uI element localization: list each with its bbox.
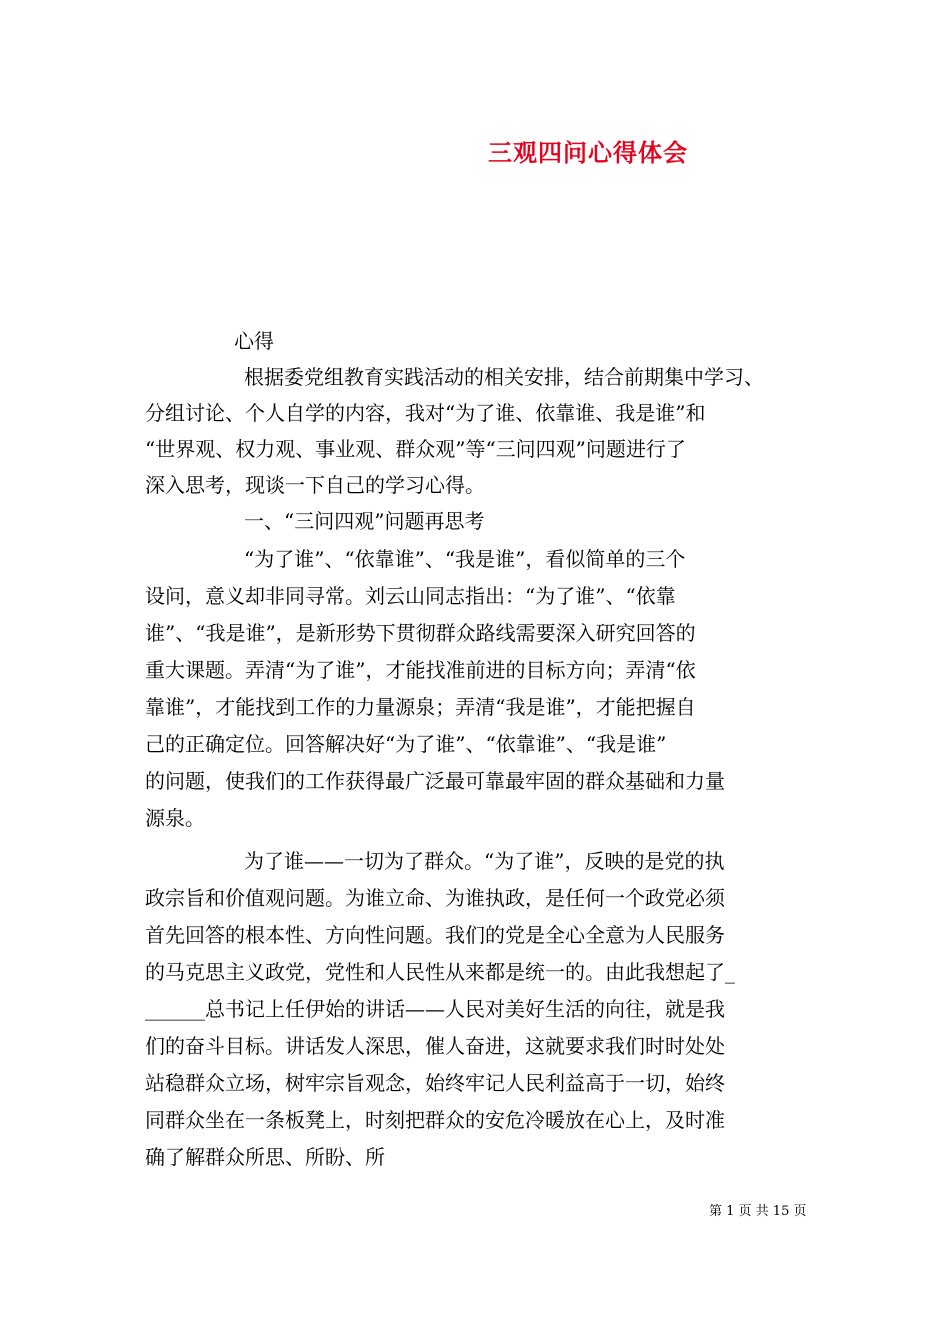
body-line: 靠谁”，才能找到工作的力量源泉；弄清“我是谁”，才能把握自 (145, 695, 696, 719)
document-title: 三观四问心得体会 (488, 138, 688, 167)
body-line: 深入思考，现谈一下自己的学习心得。 (145, 473, 485, 497)
body-line: 为了谁——一切为了群众。“为了谁”，反映的是党的执 (244, 849, 725, 873)
body-line: 谁”、“我是谁”，是新形势下贯彻群众路线需要深入研究回答的 (145, 621, 696, 645)
body-line: 源泉。 (145, 806, 205, 830)
body-line: 己的正确定位。回答解决好“为了谁”、“依靠谁”、“我是谁” (145, 732, 667, 756)
body-line: 首先回答的根本性、方向性问题。我们的党是全心全意为人民服务 (145, 923, 725, 947)
body-line: 根据委党组教育实践活动的相关安排，结合前期集中学习、 (244, 365, 764, 389)
body-line: “世界观、权力观、事业观、群众观”等“三问四观”问题进行了 (145, 437, 686, 461)
body-line: ______总书记上任伊始的讲话——人民对美好生活的向往，就是我 (145, 997, 725, 1021)
body-line: 的马克思主义政党，党性和人民性从来都是统一的。由此我想起了_ (145, 960, 735, 984)
page-number: 第 1 页 共 15 页 (709, 1204, 807, 1219)
section-label: 心得 (234, 329, 274, 353)
body-line: 分组讨论、个人自学的内容，我对“为了谁、依靠谁、我是谁”和 (145, 401, 706, 425)
body-line: 确了解群众所思、所盼、所 (145, 1145, 385, 1169)
body-line: 同群众坐在一条板凳上，时刻把群众的安危冷暖放在心上，及时准 (145, 1108, 725, 1132)
body-line: 们的奋斗目标。讲话发人深思，催人奋进，这就要求我们时时处处 (145, 1034, 725, 1058)
body-line: 的问题，使我们的工作获得最广泛最可靠最牢固的群众基础和力量 (145, 769, 725, 793)
body-line: 政宗旨和价值观问题。为谁立命、为谁执政，是任何一个政党必须 (145, 886, 725, 910)
body-line: “为了谁”、“依靠谁”、“我是谁”，看似简单的三个 (244, 547, 686, 571)
body-line: 重大课题。弄清“为了谁”，才能找准前进的目标方向；弄清“依 (145, 658, 696, 682)
section-heading: 一、“三问四观”问题再思考 (244, 509, 485, 533)
body-line: 站稳群众立场，树牢宗旨观念，始终牢记人民利益高于一切，始终 (145, 1071, 725, 1095)
body-line: 设问，意义却非同寻常。刘云山同志指出：“为了谁”、“依靠 (145, 584, 676, 608)
